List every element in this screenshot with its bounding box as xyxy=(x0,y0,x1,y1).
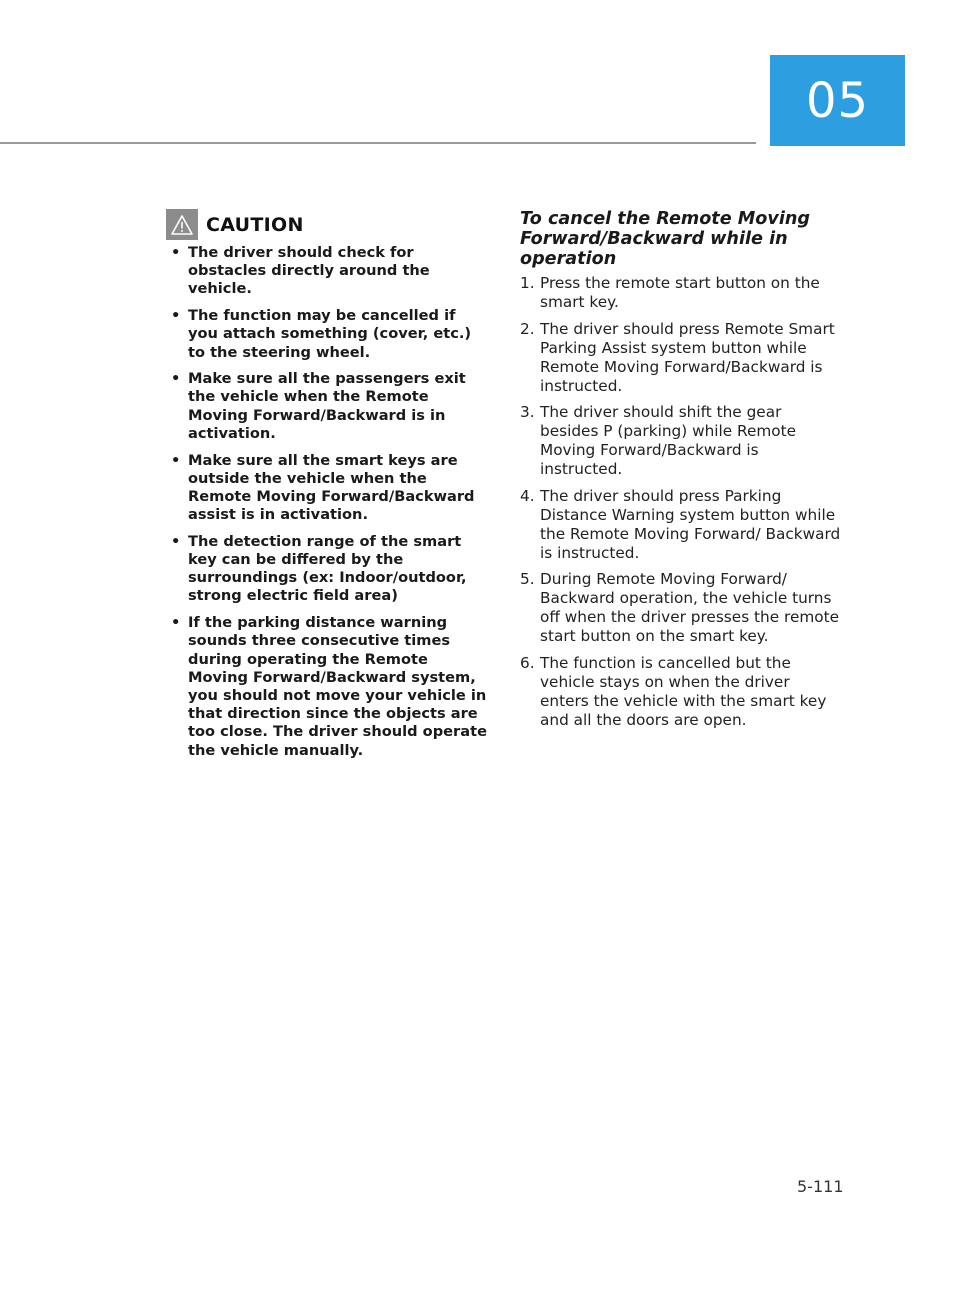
caution-item: • The function may be cancelled if you attach something (cover, etc.) to the steering wheel. xyxy=(164,307,490,362)
chapter-tab: 05 xyxy=(770,55,905,146)
step-number: 6. xyxy=(520,653,535,672)
step-number: 2. xyxy=(520,319,535,338)
caution-item: • The driver should check for obstacles directly around the vehicle. xyxy=(164,244,490,299)
step-item xyxy=(520,570,842,646)
page-number: 5-111 xyxy=(797,1177,844,1196)
step-item xyxy=(520,320,842,396)
section-heading: To cancel the Remote Moving Forward/Backward while in operation xyxy=(520,209,810,269)
step-number: 4. xyxy=(520,486,535,505)
step-text: Press the remote start button on the smart key. xyxy=(540,274,820,311)
step-item xyxy=(520,487,842,563)
step-item xyxy=(520,403,842,479)
header-rule xyxy=(0,142,756,144)
step-text: The driver should press Remote Smart Parking Assist system button while Remote Moving Forward/Backward is instructed. xyxy=(540,319,835,395)
caution-item: • Make sure all the smart keys are outside the vehicle when the Remote Moving Forward/Backward assist is in activation. xyxy=(164,452,490,525)
step-text: The driver should shift the gear besides P (parking) while Remote Moving Forward/Backward is instructed. xyxy=(540,403,797,478)
caution-title: CAUTION xyxy=(206,213,304,236)
step-text: The function is cancelled but the vehicle stays on when the driver enters the vehicle with the smart key and all the doors are open. xyxy=(540,653,827,729)
step-text: The driver should press Parking Distance Warning system button while the Remote Moving Forward/ Backward is instructed. xyxy=(540,486,841,562)
step-text: During Remote Moving Forward/ Backward operation, the vehicle turns off when the driver presses the remote start button on the smart key. xyxy=(540,570,840,645)
caution-item: • Make sure all the passengers exit the vehicle when the Remote Moving Forward/Backward is in activation. xyxy=(164,370,490,443)
step-number: 5. xyxy=(520,570,535,588)
caution-item: • The detection range of the smart key can be differed by the surroundings (ex: Indoor/outdoor, strong electric field area) xyxy=(164,533,490,606)
warning-triangle-icon xyxy=(166,209,198,240)
caution-list xyxy=(164,244,490,768)
steps-list xyxy=(520,274,842,737)
caution-item: • If the parking distance warning sounds three consecutive times during operating the Remote Moving Forward/Backward system, you should not move your vehicle in that direction since the objects are too close. The driver should operate the vehicle manually. xyxy=(164,614,490,760)
step-item xyxy=(520,654,842,730)
caution-heading xyxy=(166,209,304,240)
step-number: 1. xyxy=(520,274,535,292)
step-number: 3. xyxy=(520,403,535,421)
step-item xyxy=(520,274,842,312)
